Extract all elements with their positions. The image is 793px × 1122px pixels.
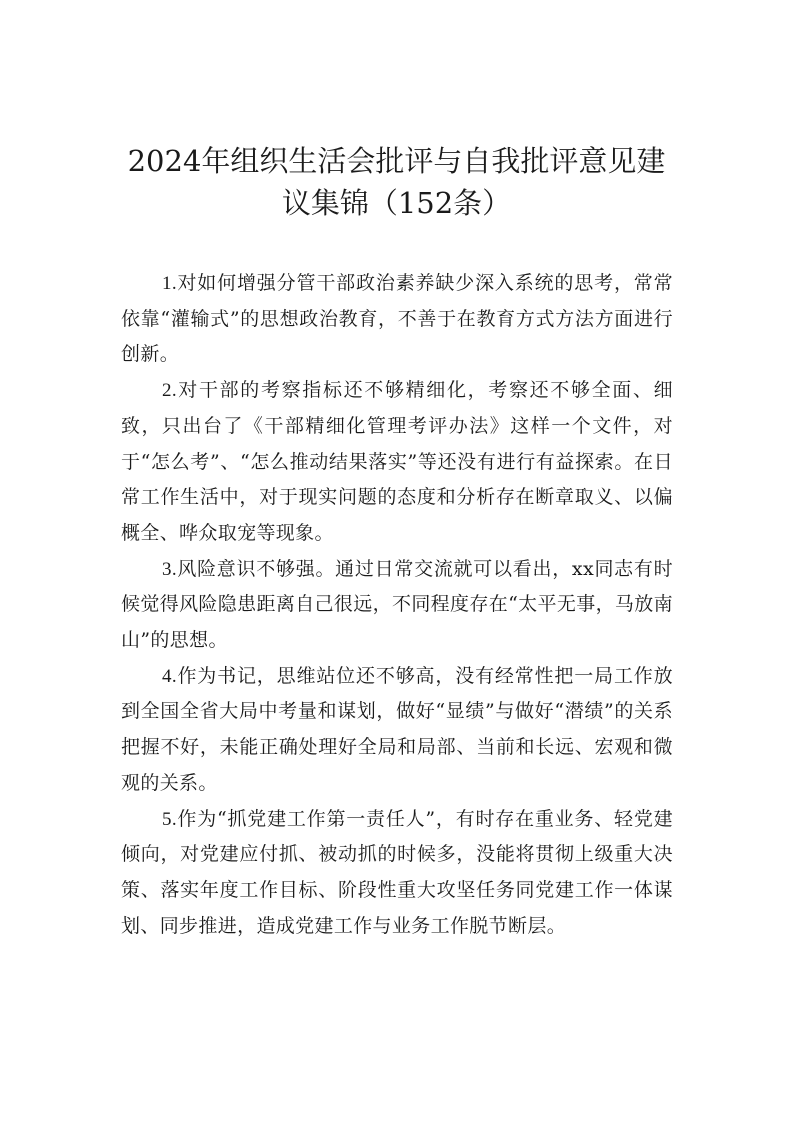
document-body <box>121 266 673 944</box>
paragraph-text: 风险意识不够强。通过日常交流就可以看出，xx同志有时候觉得风险隐患距离自己很远，不同程度存在“太平无事，马放南山”的思想。 <box>121 557 673 652</box>
paragraph-number: 3. <box>162 558 177 580</box>
paragraph-text: 作为书记，思维站位还不够高，没有经常性把一局工作放到全国全省大局中考量和谋划，做好“显绩”与做好“潜绩”的关系把握不好，未能正确处理好全局和局部、当前和长远、宏观和微观的关系。 <box>121 664 673 794</box>
document-title <box>110 140 683 224</box>
paragraph-4 <box>121 659 673 802</box>
paragraph-number: 1. <box>162 273 177 294</box>
paragraph-1 <box>121 266 673 373</box>
title-line-2: 议集锦（152条） <box>281 186 512 220</box>
paragraph-text: 对如何增强分管干部政治素养缺少深入系统的思考，常常依靠“灌输式”的思想政治教育，不善于在教育方式方法方面进行创新。 <box>121 272 673 366</box>
paragraph-2 <box>121 373 673 552</box>
paragraph-5 <box>121 802 673 945</box>
paragraph-number: 2. <box>162 380 177 402</box>
paragraph-text: 作为“抓党建工作第一责任人”，有时存在重业务、轻党建倾向，对党建应付抓、被动抓的时候多，没能将贯彻上级重大决策、落实年度工作目标、阶段性重大攻坚任务同党建工作一体谋划、同步推进，造成党建工作与业务工作脱节断层。 <box>121 807 673 937</box>
title-line-1: 2024年组织生活会批评与自我批评意见建 <box>127 144 666 178</box>
paragraph-text: 对干部的考察指标还不够精细化，考察还不够全面、细致，只出台了《干部精细化管理考评办法》这样一个文件，对于“怎么考”、“怎么推动结果落实”等还没有进行有益探索。在日常工作生活中，对于现实问题的态度和分析存在断章取义、以偏概全、哗众取宠等现象。 <box>121 379 673 544</box>
paragraph-number: 5. <box>162 808 177 830</box>
paragraph-3 <box>121 552 673 659</box>
paragraph-number: 4. <box>162 665 177 687</box>
